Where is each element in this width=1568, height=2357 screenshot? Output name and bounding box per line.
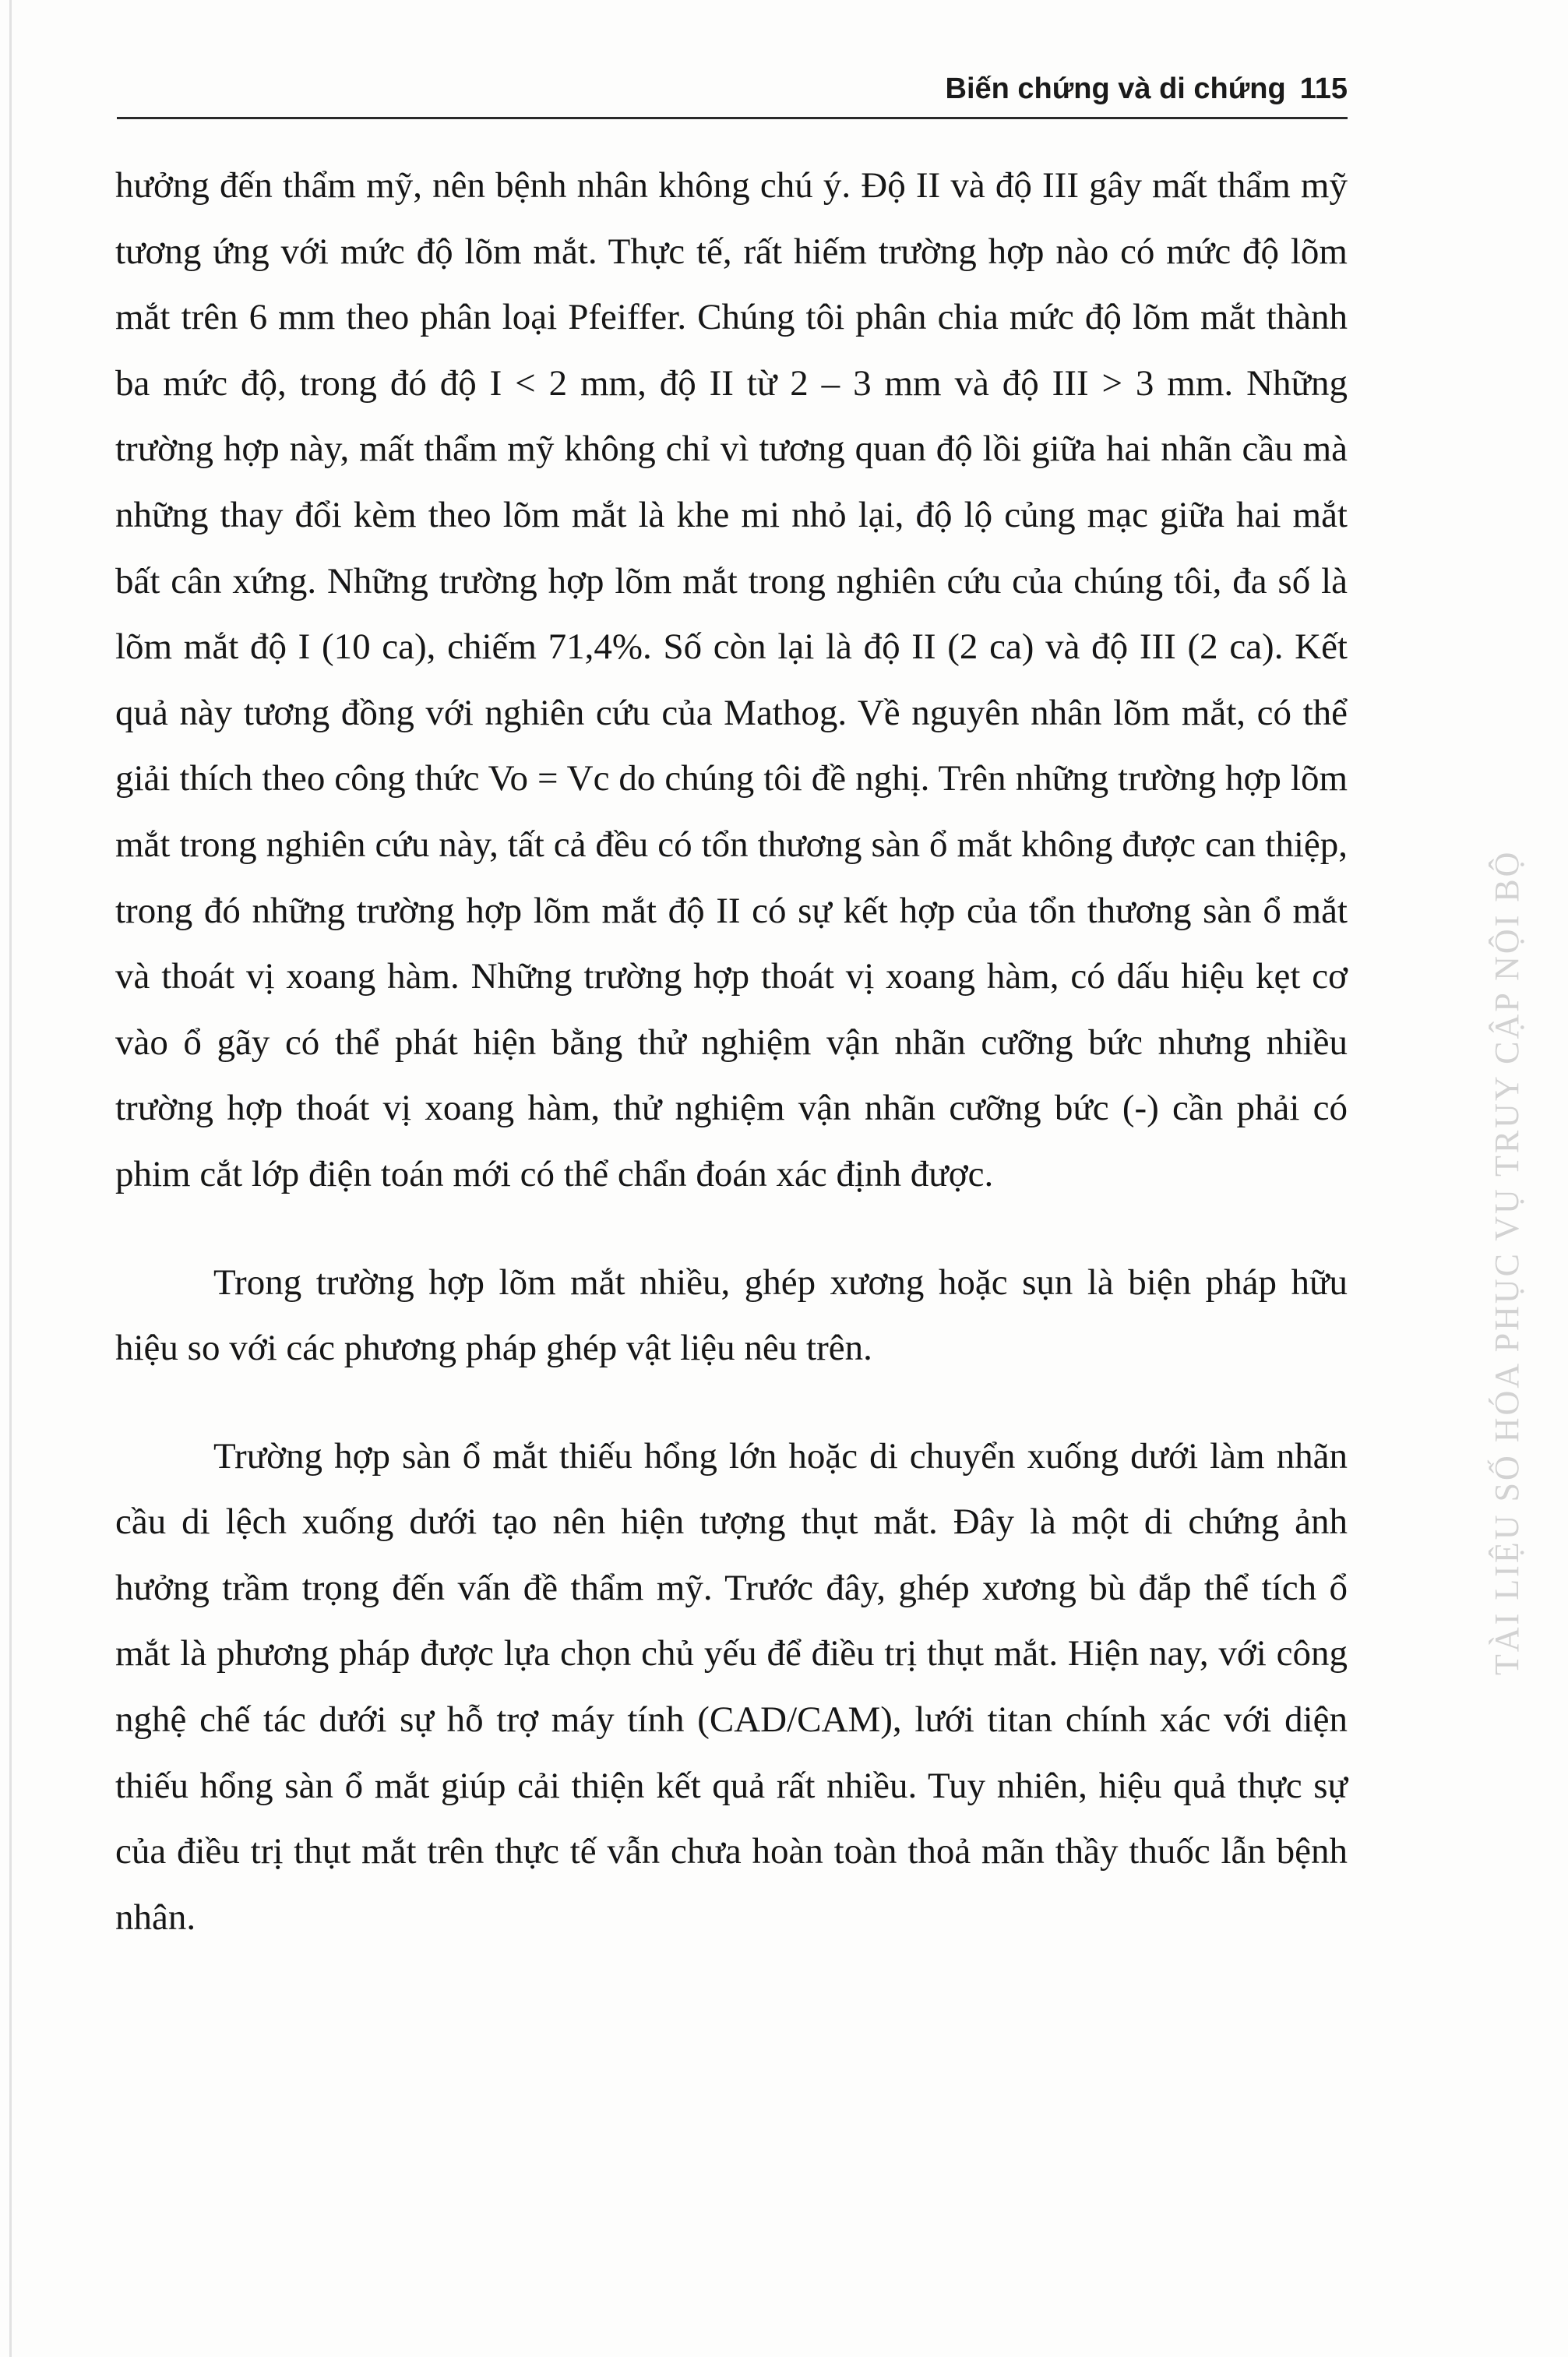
paragraph-orbital-floor: Trường hợp sàn ổ mắt thiếu hổng lớn hoặc di chuyển xuống dưới làm nhãn cầu di lệch xuống dưới tạo nên hiện tượng thụt mắt. Đây là một di chứng ảnh hưởng trầm trọng đến vấn đề thẩm mỹ. Trước đây, ghép xương bù đắp thể tích ổ mắt là phương pháp được lựa chọn chủ yếu để điều trị thụt mắt. Hiện nay, với công nghệ chế tác dưới sự hỗ trợ máy tính (CAD/CAM), lưới titan chính xác với diện thiếu hổng sàn ổ mắt giúp cải thiện kết quả rất nhiều. Tuy nhiên, hiệu quả thực sự của điều trị thụt mắt trên thực tế vẫn chưa hoàn toàn thoả mãn thầy thuốc lẫn bệnh nhân. (115, 1435, 1348, 1938)
binding-edge (9, 0, 12, 2357)
page-number: 115 (1299, 72, 1348, 105)
running-header (810, 64, 1348, 114)
watermark-text: TÀI LIỆU SỐ HÓA PHỤC VỤ TRUY CẬP NỘI BỘ (1488, 849, 1526, 1675)
header-rule (117, 117, 1348, 119)
chapter-title: Biến chứng và di chứng (945, 72, 1286, 105)
body-text (115, 153, 1348, 1950)
paragraph-bone-graft: Trong trường hợp lõm mắt nhiều, ghép xương hoặc sụn là biện pháp hữu hiệu so với các phương pháp ghép vật liệu nêu trên. (115, 1261, 1348, 1369)
paragraph-continued: hưởng đến thẩm mỹ, nên bệnh nhân không chú ý. Độ II và độ III gây mất thẩm mỹ tương ứng với mức độ lõm mắt. Thực tế, rất hiếm trường hợp nào có mức độ lõm mắt trên 6 mm theo phân loại Pfeiffer. Chúng tôi phân chia mức độ lõm mắt thành ba mức độ, trong đó độ I < 2 mm, độ II từ 2 – 3 mm và độ III > 3 mm. Những trường hợp này, mất thẩm mỹ không chỉ vì tương quan độ lồi giữa hai nhãn cầu mà những thay đổi kèm theo lõm mắt là khe mi nhỏ lại, độ lộ củng mạc giữa hai mắt bất cân xứng. Những trường hợp lõm mắt trong nghiên cứu của chúng tôi, đa số là lõm mắt độ I (10 ca), chiếm 71,4%. Số còn lại là độ II (2 ca) và độ III (2 ca). Kết quả này tương đồng với nghiên cứu của Mathog. Về nguyên nhân lõm mắt, có thể giải thích theo công thức Vo = Vc do chúng tôi đề nghị. Trên những trường hợp lõm mắt trong nghiên cứu này, tất cả đều có tổn thương sàn ổ mắt không được can thiệp, trong đó những trường hợp lõm mắt độ II có sự kết hợp của tổn thương sàn ổ mắt và thoát vị xoang hàm. Những trường hợp thoát vị xoang hàm, có dấu hiệu kẹt cơ vào ổ gãy có thể phát hiện bằng thử nghiệm vận nhãn cưỡng bức nhưng nhiều trường hợp thoát vị xoang hàm, thử nghiệm vận nhãn cưỡng bức (-) cần phải có phim cắt lớp điện toán mới có thể chẩn đoán xác định được. (115, 165, 1348, 1194)
